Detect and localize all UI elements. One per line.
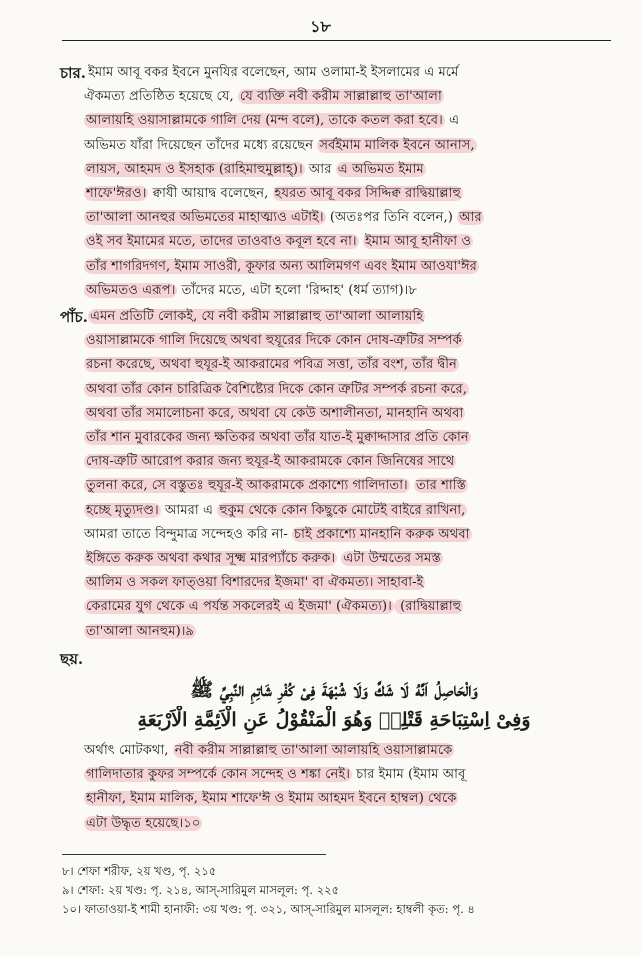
- highlighted-text: রচনা করেছে, অথবা হুযূর-ই আকরামের পবিত্র সত্তা, তাঁর বংশ, তাঁর দ্বীন: [86, 357, 457, 373]
- highlighted-text: গালিদাতার কুফর সম্পর্কে কোন সন্দেহ ও শঙ্কা নেই।: [86, 767, 350, 783]
- text-run: ঐকমত্য প্রতিষ্ঠিত হয়েছে যে,: [84, 89, 238, 105]
- arabic-verse-line-2: وَفِىْ اِسْتِبَاحَةِ قَتْلِهٖ وَهُوَ الْمَنْقُوْلُ عَنِ الْاَئِمَّةِ الْاَرْبَعَةِ: [137, 709, 531, 731]
- text-line: [88, 62, 608, 84]
- text-line: [84, 379, 608, 401]
- highlighted-text: তার শাস্তি: [415, 478, 467, 494]
- text-run: অভিমত যাঁরা দিয়েছেন তাঁদের মধ্যে রয়েছেন: [84, 137, 318, 153]
- header-rule: [62, 40, 611, 41]
- highlighted-text: হযরত আবূ বকর সিদ্দিক্ব রাদ্বিয়াল্লাহু: [274, 186, 461, 201]
- section-six-label: ছয়.: [60, 650, 84, 668]
- text-line: [84, 451, 608, 473]
- highlighted-text: ইমাম আবূ হানীফা ও: [364, 234, 472, 250]
- highlighted-text: তাঁর শাগরিদগণ, ইমাম সাওরী, কূফার অন্য আলিমগণ এবং ইমাম আওযা'ঈর: [86, 258, 477, 274]
- text-line: [84, 135, 608, 157]
- text-run: ইমাম আবূ বকর ইবনে মুনযির বলেছেন, আম ওলামা-ই ইসলামের এ মর্মে: [88, 65, 459, 80]
- footnote-10: ১০। ফাতাওয়া-ই শামী হানাফী: ৩য় খণ্ড: পৃ. ৩২১, আস্-সারিমুল মাসলূল: হাম্বলী কৃত: পৃ. ৪: [62, 902, 475, 916]
- section-five: [60, 306, 608, 639]
- highlighted-text: লায়স, আহমদ ও ইসহাক (রাহিমাহুমুল্লাহ্)।: [86, 161, 303, 177]
- highlighted-text: এটা উম্মতের সমস্ত: [343, 551, 441, 566]
- text-line: [84, 788, 608, 810]
- highlighted-text: চাই প্রকাশ্যে মানহানি করুক অথবা: [294, 526, 470, 542]
- highlighted-text: ইঙ্গিতে করুক অথবা কথার সূক্ষ্ম মারপ্যাঁচে করুক।: [86, 551, 336, 566]
- highlighted-text: শাফে'ঈরও।: [86, 186, 147, 201]
- highlighted-text: হুকুম থেকে কোন কিছুকে মোটেই বাইরে রাখিনা,: [219, 502, 466, 518]
- text-line: [84, 500, 608, 522]
- text-line: [84, 207, 608, 229]
- highlighted-text: যে ব্যক্তি নবী করীম সাল্লাল্লাহু তা'আলা: [239, 89, 442, 105]
- text-line: [84, 764, 608, 786]
- text-run: অর্থাৎ মোটকথা,: [84, 743, 173, 758]
- text-run: তাঁদের মতে, এটা হলো 'রিদ্দাহ' (ধর্ম ত্যাগ)।৮: [177, 282, 417, 298]
- text-line: [84, 813, 608, 835]
- highlighted-text: নবী করীম সাল্লাল্লাহু তা'আলা আলায়হি ওয়াসাল্লামকে: [174, 743, 453, 758]
- text-line: [84, 330, 608, 352]
- highlighted-text: অথবা তাঁর কোন চারিত্রিক বৈশিষ্ট্যের দিকে কোন ত্রুটির সম্পর্ক রচনা করে,: [86, 381, 467, 397]
- text-line: [84, 110, 608, 132]
- highlighted-text: (রাদ্বিয়াল্লাহু: [395, 599, 462, 615]
- text-line: [84, 231, 608, 253]
- text-line: [84, 256, 608, 278]
- text-line: [84, 740, 608, 762]
- text-line: [88, 306, 608, 328]
- text-line: [84, 596, 608, 618]
- highlighted-text: হানীফা, ইমাম মালিক, ইমাম শাফে'ঈ ও ইমাম আহমদ ইবনে হাম্বল) থেকে: [86, 791, 457, 807]
- text-line: [84, 354, 608, 376]
- highlighted-text: এমন প্রতিটি লোকই, যে নবী করীম সাল্লাল্লাহু তা'আলা আলায়হি: [90, 309, 424, 324]
- footnote-9: ৯। শেফা: ২য় খণ্ড: পৃ. ২১৪, আস্-সারিমুল মাসলূল: পৃ. ২২৫: [62, 883, 340, 897]
- highlighted-text: দোষ-ত্রুটি আরোপ করার জন্য হুযূর-ই আকরামকে কোন জিনিষের সাথে: [86, 454, 455, 470]
- highlighted-text: অথবা তাঁর সমালোচনা করে, অথবা যে কেউ অশালীনতা, মানহানি অথবা: [86, 405, 464, 421]
- text-line: [84, 403, 608, 425]
- highlighted-text: ওই সব ইমামের মতে, তাদের তাওবাও কবূল হবে না।: [86, 234, 357, 250]
- highlighted-text: তা'আলা আনহুম)।৯: [86, 623, 194, 639]
- text-run: (অতঃপর তিনি বলেন,): [325, 210, 458, 226]
- highlighted-text: আর: [459, 210, 482, 226]
- highlighted-text: আলিম ও সকল ফাত্ওয়া বিশারদের ইজমা' বা ঐকমত্য। সাহাবা-ই: [86, 575, 424, 591]
- highlighted-text: কেরামের যুগ থেকে এ পর্যন্ত সকলেরই এ ইজমা' (ঐকমত্য)।: [86, 599, 392, 615]
- footnote-rule: [62, 854, 326, 855]
- section-four-label: চার.: [60, 64, 86, 82]
- text-run: চার ইমাম (ইমাম আবূ: [351, 767, 466, 783]
- highlighted-text: তা'আলা আনহুর অভিমতের মাহাত্ম্যও এটাই।: [86, 210, 324, 226]
- text-line: [84, 475, 608, 497]
- text-run: এ: [444, 113, 460, 129]
- footnote-8: ৮। শেফা শরীফ, ২য় খণ্ড, পৃ. ২১৫: [62, 864, 217, 878]
- text-line: [84, 280, 608, 302]
- text-line: [84, 572, 608, 594]
- text-run: আমরা তাতে বিন্দুমাত্র সন্দেহও করি না-: [84, 526, 293, 542]
- highlighted-text: আলায়হি ওয়াসাল্লামকে গালি দেয় (মন্দ বলে), তাকে কতল করা হবে।: [86, 113, 443, 129]
- highlighted-text: হচ্ছে মৃত্যুদণ্ড।: [86, 502, 159, 518]
- text-run: ক্বাযী আয়াদ্ব বলেছেন,: [148, 186, 273, 201]
- text-line: [84, 427, 608, 449]
- text-line: [84, 86, 608, 108]
- text-line: [84, 159, 608, 181]
- highlighted-text: তাঁর শান মুবারকের জন্য ক্ষতিকর অথবা তাঁর যাত-ই মুক্বাদ্দাসার প্রতি কোন: [86, 430, 469, 445]
- text-run: আর: [304, 161, 336, 177]
- page-number: ১৮: [310, 17, 331, 36]
- text-line: [84, 524, 608, 546]
- highlighted-text: অভিমতও এরূপ।: [86, 282, 176, 298]
- arabic-verse-line-1: وَالْحَاصِلُ اَنَّهُ لَا شَكَّ وَلَا شُبْهَةَ فِىْ كُفْرِ شَاتِمِ النَّبِيِّ ﷺ: [190, 679, 478, 701]
- text-line: [84, 183, 608, 205]
- text-line: [84, 621, 608, 643]
- highlighted-text: এ অভিমত ইমাম: [337, 161, 424, 177]
- section-five-label: পাঁচ.: [60, 308, 88, 326]
- highlighted-text: ওয়াসাল্লামকে গালি দিয়েছে অথবা হুযূরের দিকে কোন দোষ-ত্রুটির সম্পর্ক: [86, 333, 462, 349]
- highlighted-text: এটা উদ্ধৃত হয়েছে।১০: [86, 815, 201, 831]
- text-line: [84, 548, 608, 570]
- text-run: আমরা এ: [160, 502, 218, 518]
- section-four: [60, 62, 608, 298]
- highlighted-text: সর্বইমাম মালিক ইবনে আনাস,: [319, 137, 475, 153]
- highlighted-text: তুলনা করে, সে বস্তুতঃ হুযূর-ই আকরামকে প্রকাশ্যে গালিদাতা।: [86, 478, 408, 494]
